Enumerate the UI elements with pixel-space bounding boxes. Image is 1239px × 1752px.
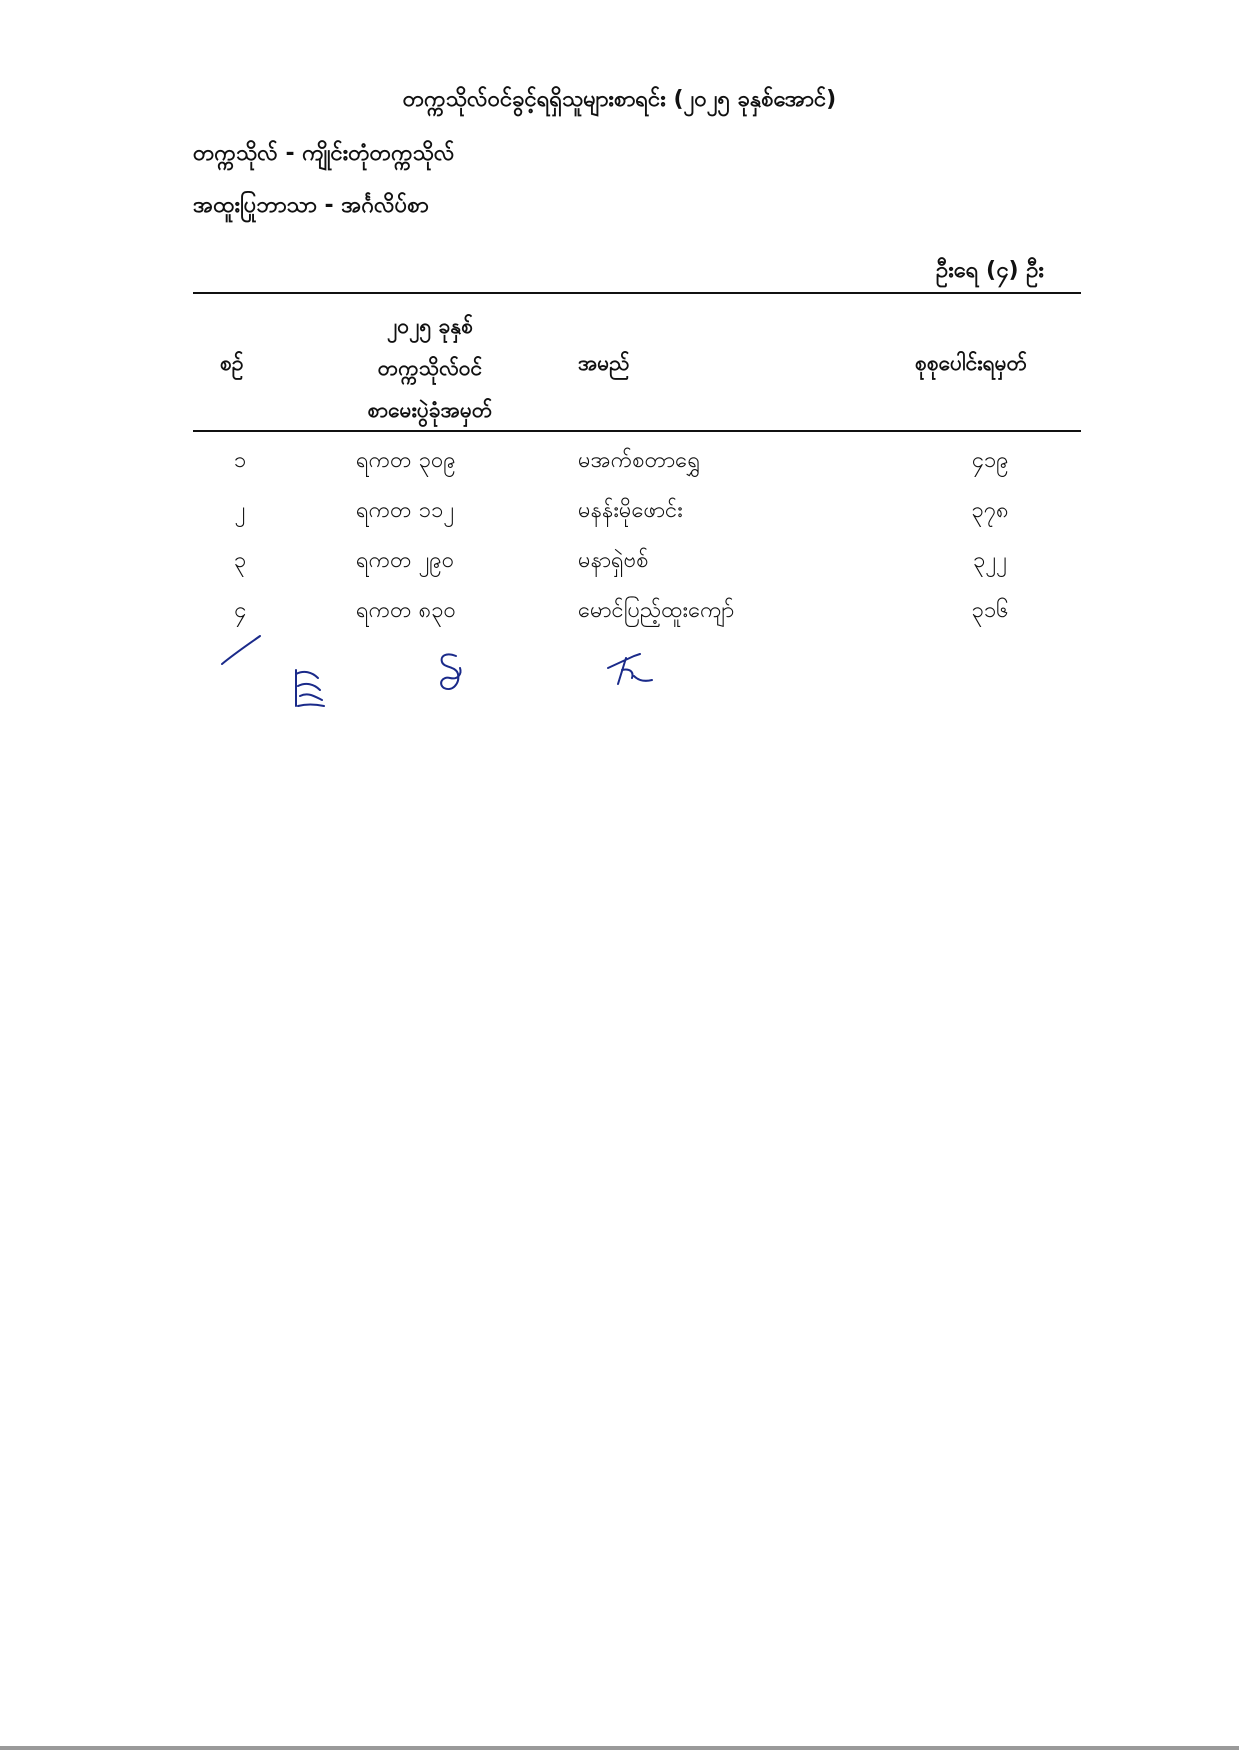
header-exam-number — [330, 305, 530, 431]
row-exam-number: ရကတ ၂၉၀ — [356, 548, 455, 573]
row-exam-number: ရကတ ၈၃၀ — [356, 598, 456, 623]
row-exam-number: ရကတ ၃၀၉ — [356, 448, 456, 473]
table-row — [0, 595, 1239, 643]
header-total-marks: စုစုပေါင်းရမှတ် — [915, 351, 1028, 375]
count-label: ဦးရေ (၄) ဦး — [936, 258, 1044, 283]
row-no: ၃ — [233, 548, 247, 573]
scan-bottom-edge — [0, 1746, 1239, 1750]
row-total-marks: ၄၁၉ — [971, 448, 1009, 473]
row-name: မနာရှဲဗစ် — [578, 548, 649, 573]
table-header-rule — [193, 430, 1081, 432]
row-no: ၄ — [233, 598, 247, 623]
university-line: တက္ကသိုလ် - ကျိုင်းတုံတက္ကသိုလ် — [193, 141, 455, 166]
table-top-rule — [193, 292, 1081, 294]
table-row — [0, 495, 1239, 543]
row-total-marks: ၃၂၂ — [973, 548, 1007, 573]
row-total-marks: ၃၁၆ — [971, 598, 1009, 623]
row-name: မနန်းမိုဖောင်း — [578, 498, 683, 523]
row-total-marks: ၃၇၈ — [971, 498, 1009, 523]
signature-mark-4 — [604, 646, 664, 690]
table-row — [0, 545, 1239, 593]
signature-mark-1 — [216, 632, 266, 672]
header-exam-line-3: စာမေးပွဲခုံအမှတ် — [367, 398, 493, 422]
signature-mark-2 — [288, 664, 338, 714]
table-row — [0, 445, 1239, 493]
row-no: ၁ — [233, 448, 247, 473]
header-name: အမည် — [578, 351, 630, 375]
row-name: မောင်ပြည့်ထူးကျော် — [578, 598, 735, 623]
signature-mark-3 — [432, 648, 472, 698]
subject-line: အထူးပြုဘာသာ - အင်္ဂလိပ်စာ — [193, 193, 429, 218]
row-no: ၂ — [234, 498, 246, 523]
row-name: မအက်စတာရွှေ — [578, 448, 701, 473]
header-exam-line-2: တက္ကသိုလ်ဝင် — [377, 356, 483, 380]
header-no: စဉ် — [220, 351, 244, 375]
header-exam-line-1: ၂၀၂၅ ခုနှစ် — [386, 314, 474, 338]
row-exam-number: ရကတ ၁၁၂ — [356, 498, 455, 523]
document-title: တက္ကသိုလ်ဝင်ခွင့်ရရှိသူများစာရင်း (၂၀၂၅ ခုနှစ်အောင်) — [402, 87, 837, 112]
